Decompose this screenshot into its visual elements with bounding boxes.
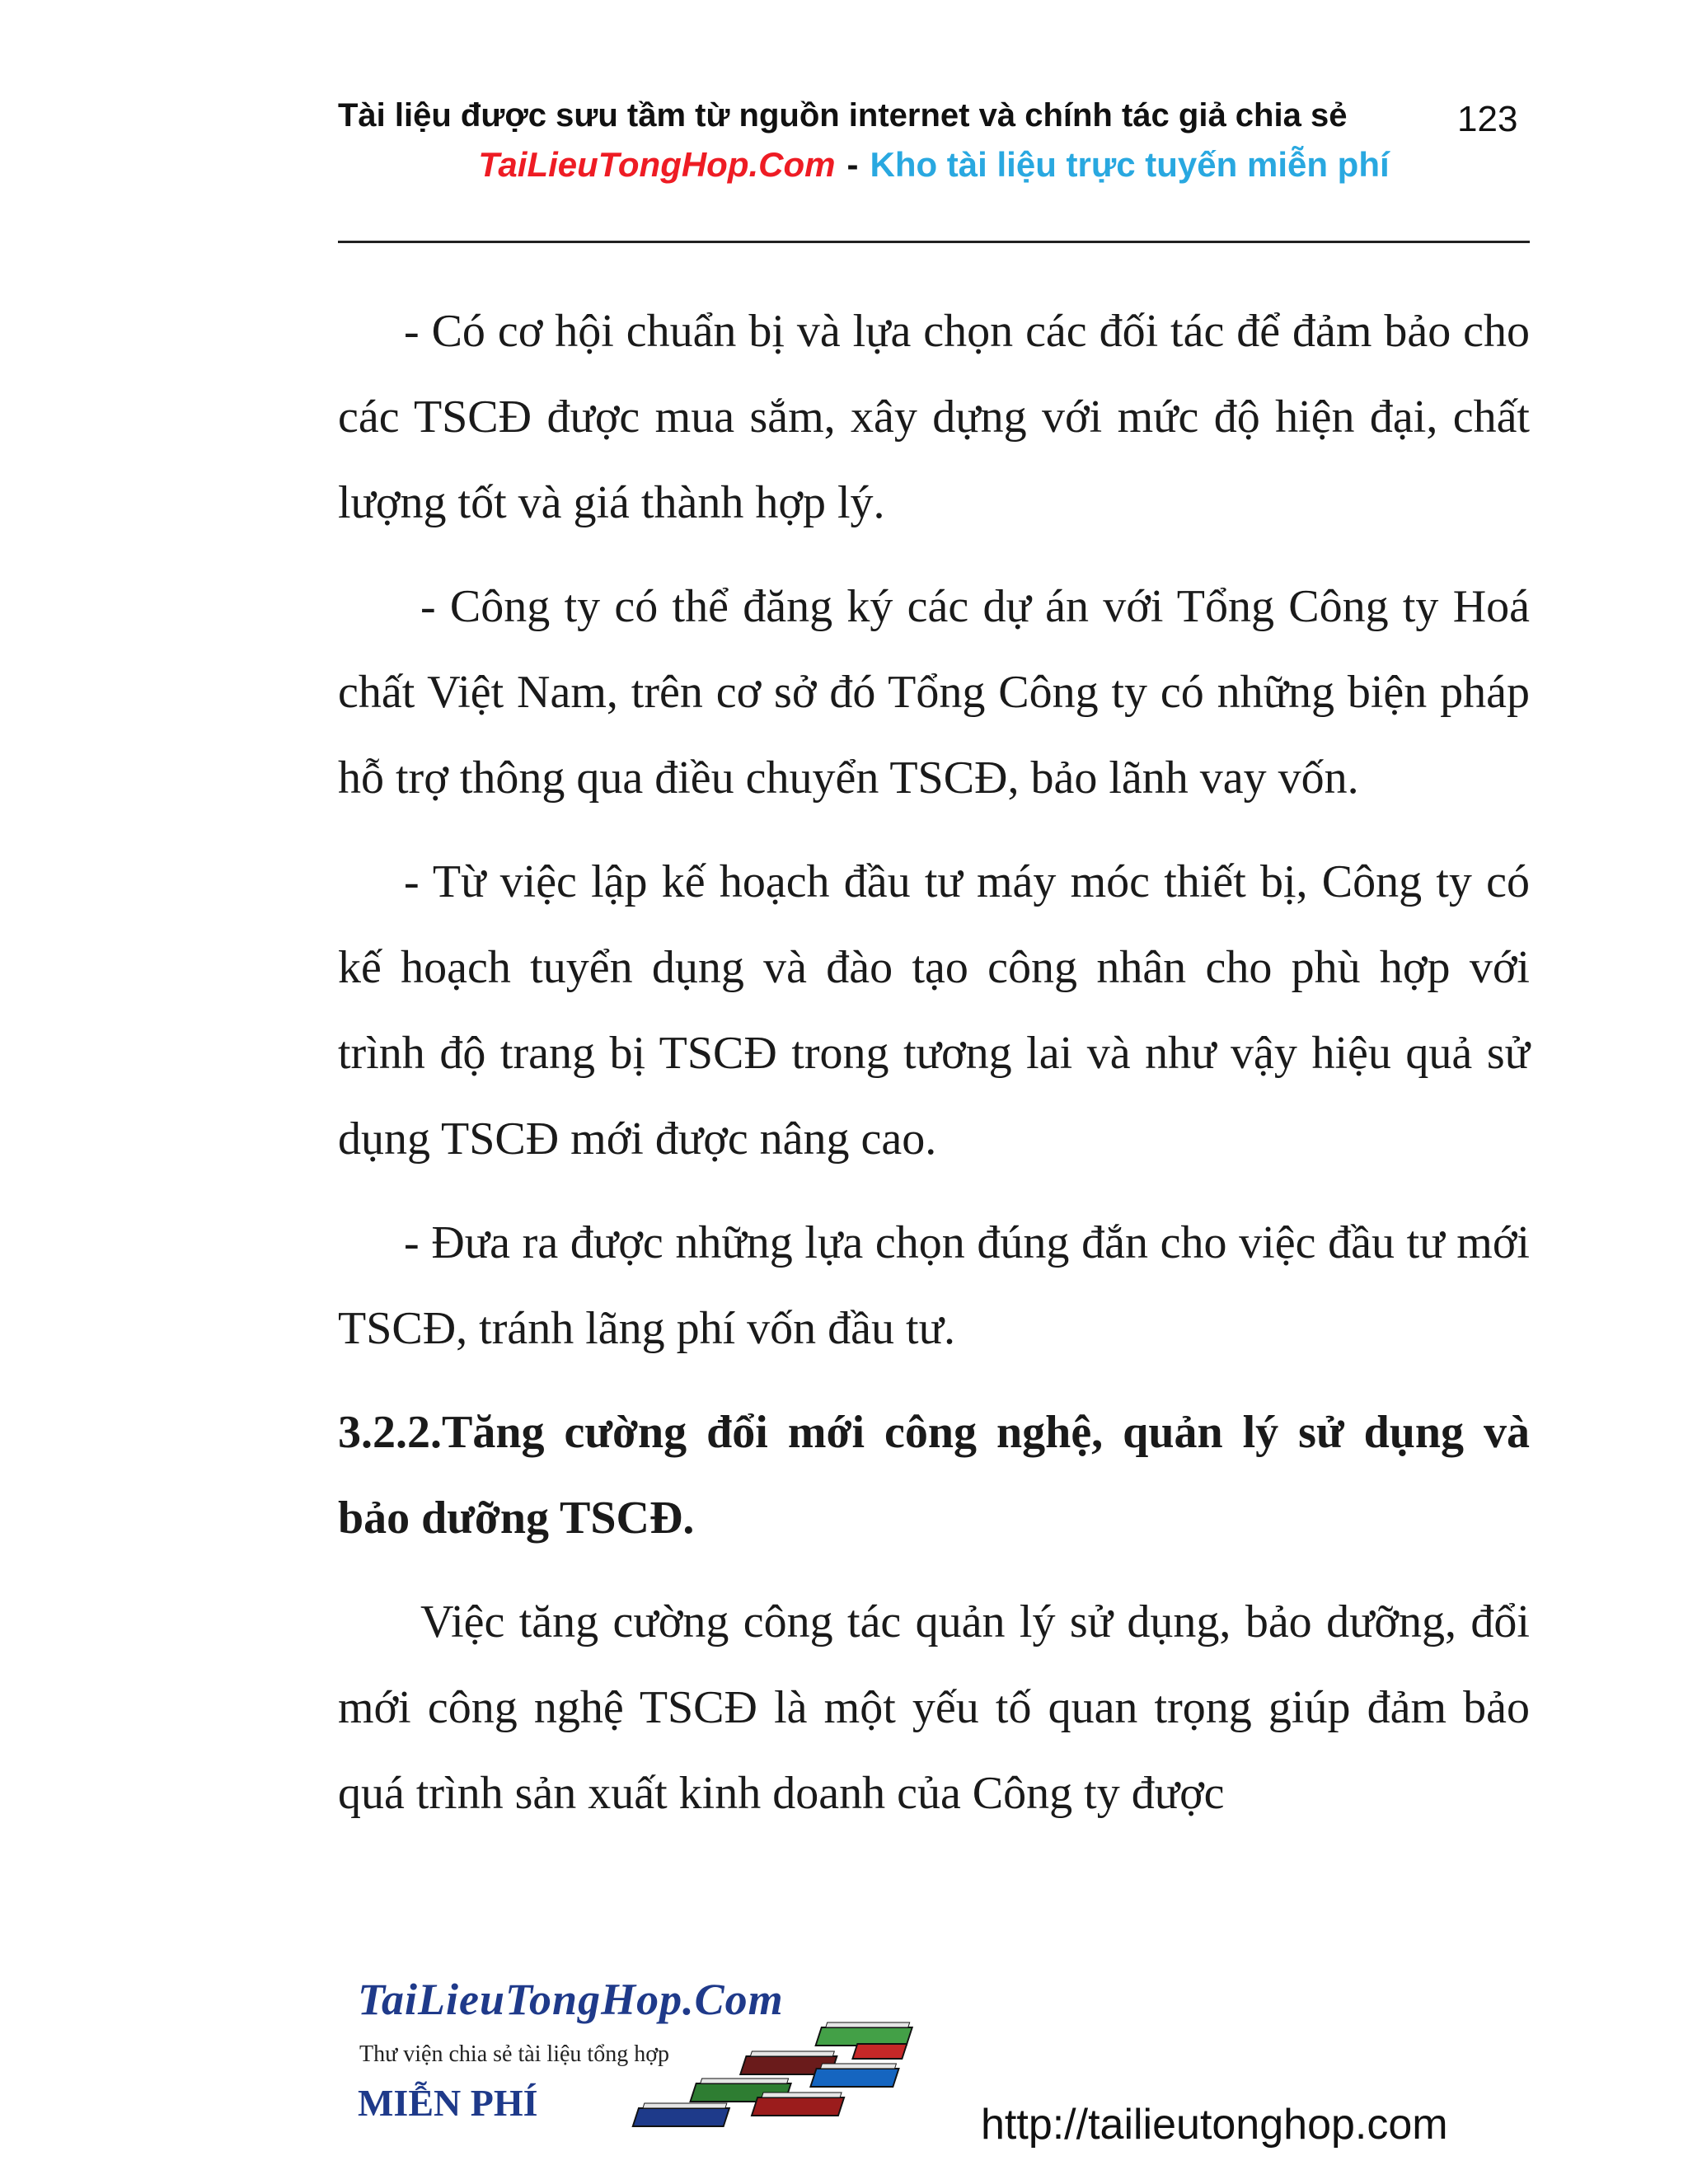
body-paragraph: - Công ty có thể đăng ký các dự án với Tổng Công ty Hoá chất Việt Nam, trên cơ sở đó Tổng Công ty có những biện pháp hỗ trợ thông qua điều chuyển TSCĐ, bảo lãnh vay vốn.: [338, 581, 1530, 804]
header-line: [338, 97, 1530, 138]
logo-subtitle: Thư viện chia sẻ tài liệu tổng hợp: [359, 2041, 670, 2067]
header-tagline: Kho tài liệu trực tuyến miễn phí: [870, 145, 1390, 184]
header-site-name[interactable]: TaiLieuTongHop.Com: [478, 145, 836, 184]
body-paragraph: - Đưa ra được những lựa chọn đúng đắn cho việc đầu tư mới TSCĐ, tránh lãng phí vốn đầu tư.: [338, 1217, 1530, 1354]
body-paragraph: - Có cơ hội chuẩn bị và lựa chọn các đối tác để đảm bảo cho các TSCĐ được mua sắm, xây dựng với mức độ hiện đại, chất lượng tốt và giá thành hợp lý.: [338, 306, 1530, 528]
footer-logo[interactable]: [346, 1974, 973, 2139]
footer-url-link[interactable]: http://tailieutonghop.com: [981, 2101, 1448, 2149]
body-paragraph: - Từ việc lập kế hoạch đầu tư máy móc thiết bị, Công ty có kế hoạch tuyển dụng và đào tạo công nhân cho phù hợp với trình độ trang bị TSCĐ trong tương lai và như vậy hiệu quả sử dụng TSCĐ mới được nâng cao.: [338, 856, 1530, 1165]
page-header: [338, 97, 1530, 185]
logo-free-label: MIỄN PHÍ: [358, 2082, 538, 2124]
books-icon: [593, 2019, 923, 2139]
header-divider: [338, 241, 1530, 243]
section-heading: 3.2.2.Tăng cường đổi mới công nghệ, quản lý sử dụng và bảo dưỡng TSCĐ.: [338, 1407, 1530, 1544]
header-separator: -: [846, 145, 859, 184]
header-source-note: Tài liệu được sưu tầm từ nguồn internet và chính tác giả chia sẻ: [338, 97, 1348, 134]
page-number: 123: [1457, 99, 1518, 139]
header-site-line: [338, 145, 1530, 185]
document-body: [338, 288, 1530, 1854]
logo-wordmark: TaiLieuTongHop.Com: [358, 1975, 784, 2024]
body-paragraph: Việc tăng cường công tác quản lý sử dụng, bảo dưỡng, đổi mới công nghệ TSCĐ là một yếu tố quan trọng giúp đảm bảo quá trình sản xuất kinh doanh của Công ty được: [338, 1596, 1530, 1819]
